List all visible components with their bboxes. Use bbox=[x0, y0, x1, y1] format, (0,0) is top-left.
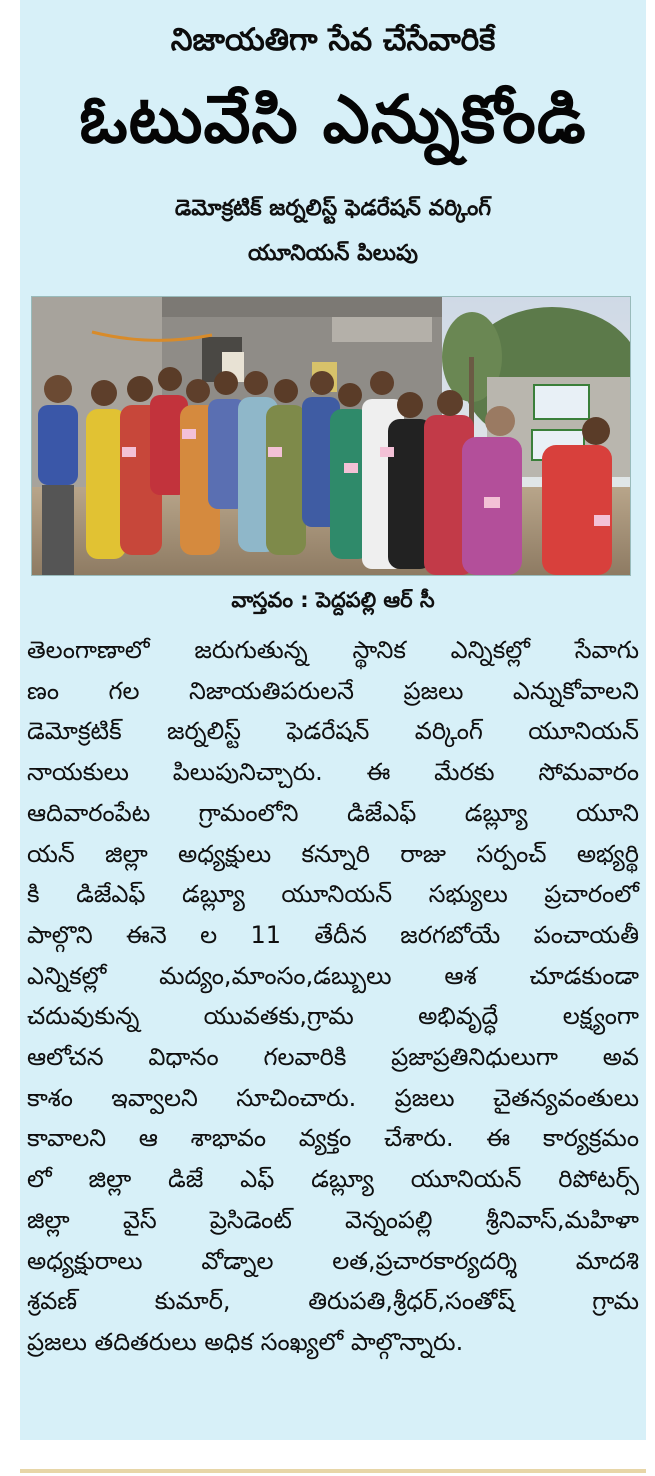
subheadline-line-1: డెమోక్రటిక్ జర్నలిస్ట్ ఫెడరేషన్ వర్కింగ్ bbox=[174, 196, 492, 221]
body-line: ప్రజలు తదితరులు అధిక సంఖ్యలో పాల్గొన్నారు. bbox=[27, 1327, 464, 1356]
body-line: పాల్గొని ఈనె ల 11 తేదీన జరగబోయే పంచాయతీ bbox=[27, 920, 639, 949]
body-line: ఆలోచన విధానం గలవారికి ప్రజాప్రతినిధులుగా అవ bbox=[27, 1043, 639, 1072]
body-line: కి డిజేఎఫ్ డబ్ల్యూ యూనియన్ సభ్యులు ప్రచారంలో bbox=[27, 880, 639, 909]
body-line: యన్ జిల్లా అధ్యక్షులు కన్నూరి రాజు సర్పంచ్ అభ్యర్థి bbox=[27, 839, 639, 868]
article-body bbox=[27, 630, 639, 1363]
body-line: జిల్లా వైస్ ప్రెసిడెంట్ వెన్నంపల్లి శ్రీనివాస్,మహిళా bbox=[27, 1205, 639, 1234]
body-line: కావాలని ఆ శాభావం వ్యక్తం చేశారు. ఈ కార్యక్రమం bbox=[27, 1124, 639, 1153]
body-line: ఎన్నికల్లో మద్యం,మాంసం,డబ్బులు ఆశ చూడకుండా bbox=[27, 961, 639, 990]
body-line: లో జిల్లా డిజే ఎఫ్ డబ్ల్యూ యూనియన్ రిపోటర్స్ bbox=[27, 1165, 639, 1194]
subheadline-line-2: యూనియన్ పిలుపు bbox=[248, 241, 418, 266]
body-line: అధ్యక్షురాలు వోడ్నాల లత,ప్రచారకార్యదర్శి మాదశి bbox=[27, 1246, 639, 1275]
article-kicker: నిజాయతిగా సేవ చేసేవారికే bbox=[170, 22, 496, 58]
body-line: ణం గల నిజాయతిపరులనే ప్రజలు ఎన్నుకోవాలని bbox=[27, 676, 639, 705]
news-photo bbox=[31, 296, 631, 576]
body-line: కాశం ఇవ్వాలని సూచించారు. ప్రజలు చైతన్యవంతులు bbox=[27, 1083, 639, 1112]
body-line: ఆదివారంపేట గ్రామంలోని డిజేఎఫ్ డబ్ల్యూ యూని bbox=[27, 798, 639, 827]
body-line: చదువుకున్న యువతకు,గ్రామ అభివృద్ధే లక్ష్యంగా bbox=[27, 1002, 639, 1031]
body-line: శ్రవణ్ కుమార్, తిరుపతి,శ్రీధర్,సంతోష్ గ్రామ bbox=[27, 1287, 639, 1316]
photo-caption: వాస్తవం : పెద్దపల్లి ఆర్ సీ bbox=[231, 588, 435, 612]
article-headline: ఓటువేసి ఎన్నుకోండి bbox=[79, 81, 587, 158]
newspaper-clipping bbox=[20, 0, 646, 1440]
footer-divider bbox=[20, 1469, 646, 1473]
body-line: నాయకులు పిలుపునిచ్చారు. ఈ మేరకు సోమవారం bbox=[27, 758, 639, 787]
body-line: డెమోక్రటిక్ జర్నలిస్ట్ ఫెడరేషన్ వర్కింగ్ యూనియన్ bbox=[27, 717, 639, 746]
body-line: తెలంగాణాలో జరుగుతున్న స్థానిక ఎన్నికల్లో సేవాగు bbox=[27, 636, 639, 664]
